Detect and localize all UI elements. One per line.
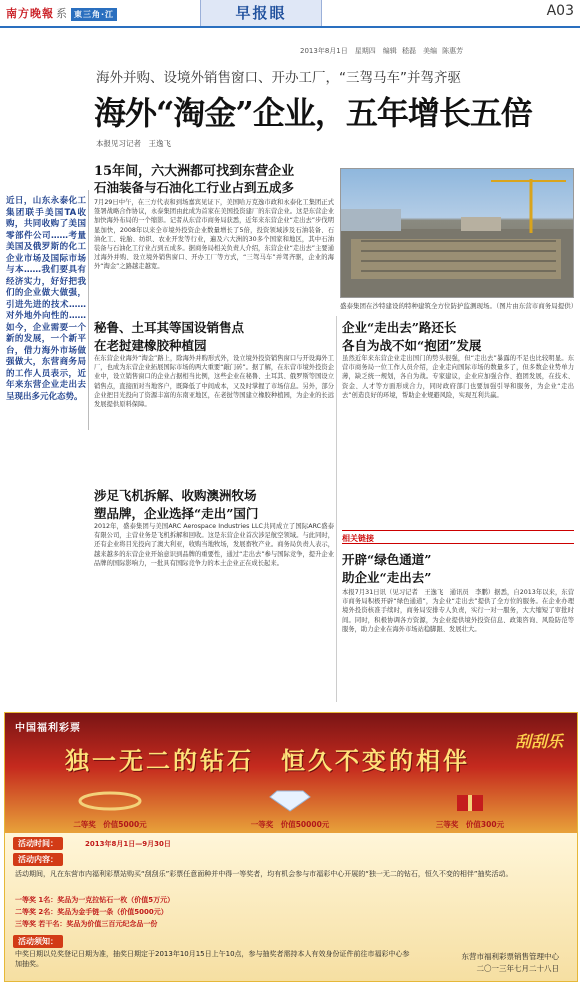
prize-line: 二等奖 2名：奖品为金手链一条（价值5000元） [15, 908, 168, 916]
section-subhead: 石油装备与石油化工行业占到五成多 [94, 180, 295, 195]
section-subhead: 15年间，六大洲都可找到东营企业 [94, 164, 295, 179]
ad-slogan: 独一无二的钻石 恒久不变的相伴 [65, 747, 470, 775]
brand-name: 南方晚報 [6, 7, 54, 20]
photo-caption: 盛泰集团在沙特建设的特种建筑全方位防护监测现场。（图片由东营市商务局提供） [340, 302, 578, 310]
section-body: 本报7月31日讯（见习记者 王逸飞 通讯员 李鹏）据悉，自2013年以来，东营市商务局积极开辟“绿色通道”，为企业“走出去”提供了全方位的服务。在企业办理境外投资核准手续时，商务局安排专人负责，实行一对一服务，大大缩短了审批时间。同时，积极协调各方资源，为企业提供境外投资信息、政策咨询、风险防范等服务，助力企业在海外市场站稳脚跟、发展壮大。 [342, 589, 574, 633]
activity-time: 2013年8月1日—9月30日 [85, 840, 171, 848]
page-number: A03 [546, 3, 574, 19]
prize-first [225, 789, 355, 830]
edition-tag: 東三角·江 [71, 8, 117, 21]
article-byline: 本报见习记者 王逸飞 [96, 139, 171, 148]
section-subhead: 涉足飞机拆解、收购澳洲牧场 [94, 488, 257, 503]
section-body: 在东营企业海外“淘金”路上，除海外并购形式外，设立境外投资销售窗口与开设海外工厂，也成为东营企业拓展国际市场的两大重要“敲门砖”。据了解，在东营市境外投资企业中，设立销售窗口的企业占据相当比例，这些企业在秘鲁、土耳其、俄罗斯等国设立销售点，直接面对当地客户，既降低了中间成本，又及时掌握了市场信息。另外，部分企业把目光投向了资源丰富的东南亚地区，在老挝等国建立橡胶种植园，为企业的长远发展提供原料保障。 [94, 355, 334, 409]
lottery-logo: 中国福利彩票 [15, 723, 81, 734]
prize-label: 一等奖 价值50000元 [250, 820, 330, 829]
section-body: 7月29日中午，在三方代表和到场嘉宾见证下，美国哈万克逸市政和永泰化工集团正式签署战略合作协议，永泰集团由此成为首家在美国投资建厂的东营企业。这是东营企业加快海外布局的一个缩影。记者从东营市商务局获悉，近年来东营企业“走出去”步伐明显加快，2008年以来全市境外投资企业数量增长了5倍，投资领域涉及石油装备、石油化工、轮胎、纺织、农业开发等行业，遍及六大洲的30多个国家和地区，其中石油装备与石油化工行业占到五成多。据商务局相关负责人介绍，东营企业“走出去”主要通过海外并购、设立境外销售窗口、开办工厂等方式，“三驾马车”并驾齐驱，企业的海外“淘金”之路越走越宽。 [94, 199, 334, 271]
prize-label: 三等奖 价值300元 [435, 820, 505, 829]
section-body: 2012年，盛泰集团与美国ARC Aerospace Industries LLC共同成立了国际ARC盛泰有限公司，主营业务是飞机拆解和回收。这是东营企业首次涉足航空领域。与此同时，还有企业将目光投向了澳大利亚，收购当地牧场，发展畜牧产业。商务局负责人表示，越来越多的东营企业开始意识到品牌的重要性，通过“走出去”参与国际竞争，提升企业品牌的国际影响力，一批具有国际竞争力的本土企业正在成长起来。 [94, 523, 334, 567]
prize-line: 一等奖 1名：奖品为一克拉钻石一枚（价值5万元） [15, 896, 175, 904]
activity-time-badge: 活动时间： [13, 837, 63, 850]
diamond-icon [255, 789, 325, 813]
masthead-bar [0, 0, 580, 28]
game-logo: 刮刮乐 [514, 732, 563, 751]
prize-second [45, 789, 175, 830]
article-headline: 海外“淘金”企业，五年增长五倍 [94, 94, 532, 132]
column-divider [336, 316, 337, 702]
sidebar-commentary: 近日，山东永泰化工集团联手美国TA收购，共同收购了美国零部件公司……考量美国及俄罗斯的化工企业市场及国际市场与本……我们要具有经济实力，好好把我们的企业做大做强，引进先进的技术……对外地外向性的……如今，企业需要一个新的发展，一个新平台，借力海外市场做强做大，东营商务局的工作人员表示，近年来东营企业走出去呈现出多元化态势。 [6, 196, 86, 402]
brand-suffix: 系 [56, 7, 68, 20]
prize-third [405, 789, 535, 830]
section-body: 虽然近年来东营企业走出国门的势头很强，但“走出去”暴露的不足也比较明显。东营市商务局一位工作人员介绍，企业走向国际市场的数量多了，但多数企业势单力薄，缺乏统一规划，各自为战。专家建议，企业应加强合作、抱团发展，在技术、资金、人才等方面形成合力，同时政府部门也要加强引导和服务，为企业“走出去”创造良好的环境，帮助企业规避风险，实现互利共赢。 [342, 355, 574, 399]
gift-box-icon [435, 789, 505, 813]
ad-details [5, 833, 577, 981]
ad-footer-org: 东营市福利彩票销售管理中心 [461, 952, 559, 961]
related-link-label: 相关链接 [342, 534, 374, 543]
ad-banner [5, 713, 577, 833]
section-subhead: 在老挝建橡胶种植园 [94, 338, 207, 353]
section-subhead: 各自为战不如“抱团”发展 [342, 338, 482, 353]
activity-content: 活动期间，凡在东营市内福利彩票站购买“刮刮乐”彩票任意面种并中得一等奖者，均有机会参与市福彩中心开展的“独一无二的钻石，恒久不变的相伴”抽奖活动。 [15, 870, 513, 878]
section-subhead: 塑品牌，企业选择“走出”国门 [94, 506, 259, 521]
article-kicker: 海外并购、设境外销售窗口、开办工厂，“三驾马车”并驾齐驱 [96, 70, 461, 86]
section-title: 早报眼 [200, 0, 322, 26]
dateline: 2013年8月1日 星期四 编辑 嵇磊 美编 陈惠芳 [300, 47, 464, 55]
section-subhead: 助企业“走出去” [342, 570, 432, 585]
notice-text: 中奖日期以兑奖登记日期为准，抽奖日期定于2013年10月15日上午10点，参与抽奖者需持本人有效身份证件前往市福彩中心参加抽奖。 [15, 950, 410, 968]
section-subhead: 企业“走出去”路还长 [342, 320, 457, 335]
activity-content-badge: 活动内容： [13, 853, 63, 866]
column-divider [88, 190, 89, 430]
related-link-bar [342, 530, 574, 544]
newspaper-brand [6, 5, 117, 21]
construction-site-photo [340, 168, 574, 298]
bracelet-icon [75, 789, 145, 813]
ad-footer-date: 二〇一三年七月二十八日 [476, 964, 559, 973]
section-subhead: 开辟“绿色通道” [342, 552, 432, 567]
prize-label: 二等奖 价值5000元 [73, 820, 147, 829]
section-subhead: 秘鲁、土耳其等国设销售点 [94, 320, 245, 335]
prize-line: 三等奖 若干名：奖品为价值三百元纪念品一份 [15, 920, 158, 928]
lottery-advertisement [4, 712, 578, 982]
notice-badge: 活动须知： [13, 935, 63, 948]
construction-scene-graphic [341, 169, 573, 297]
